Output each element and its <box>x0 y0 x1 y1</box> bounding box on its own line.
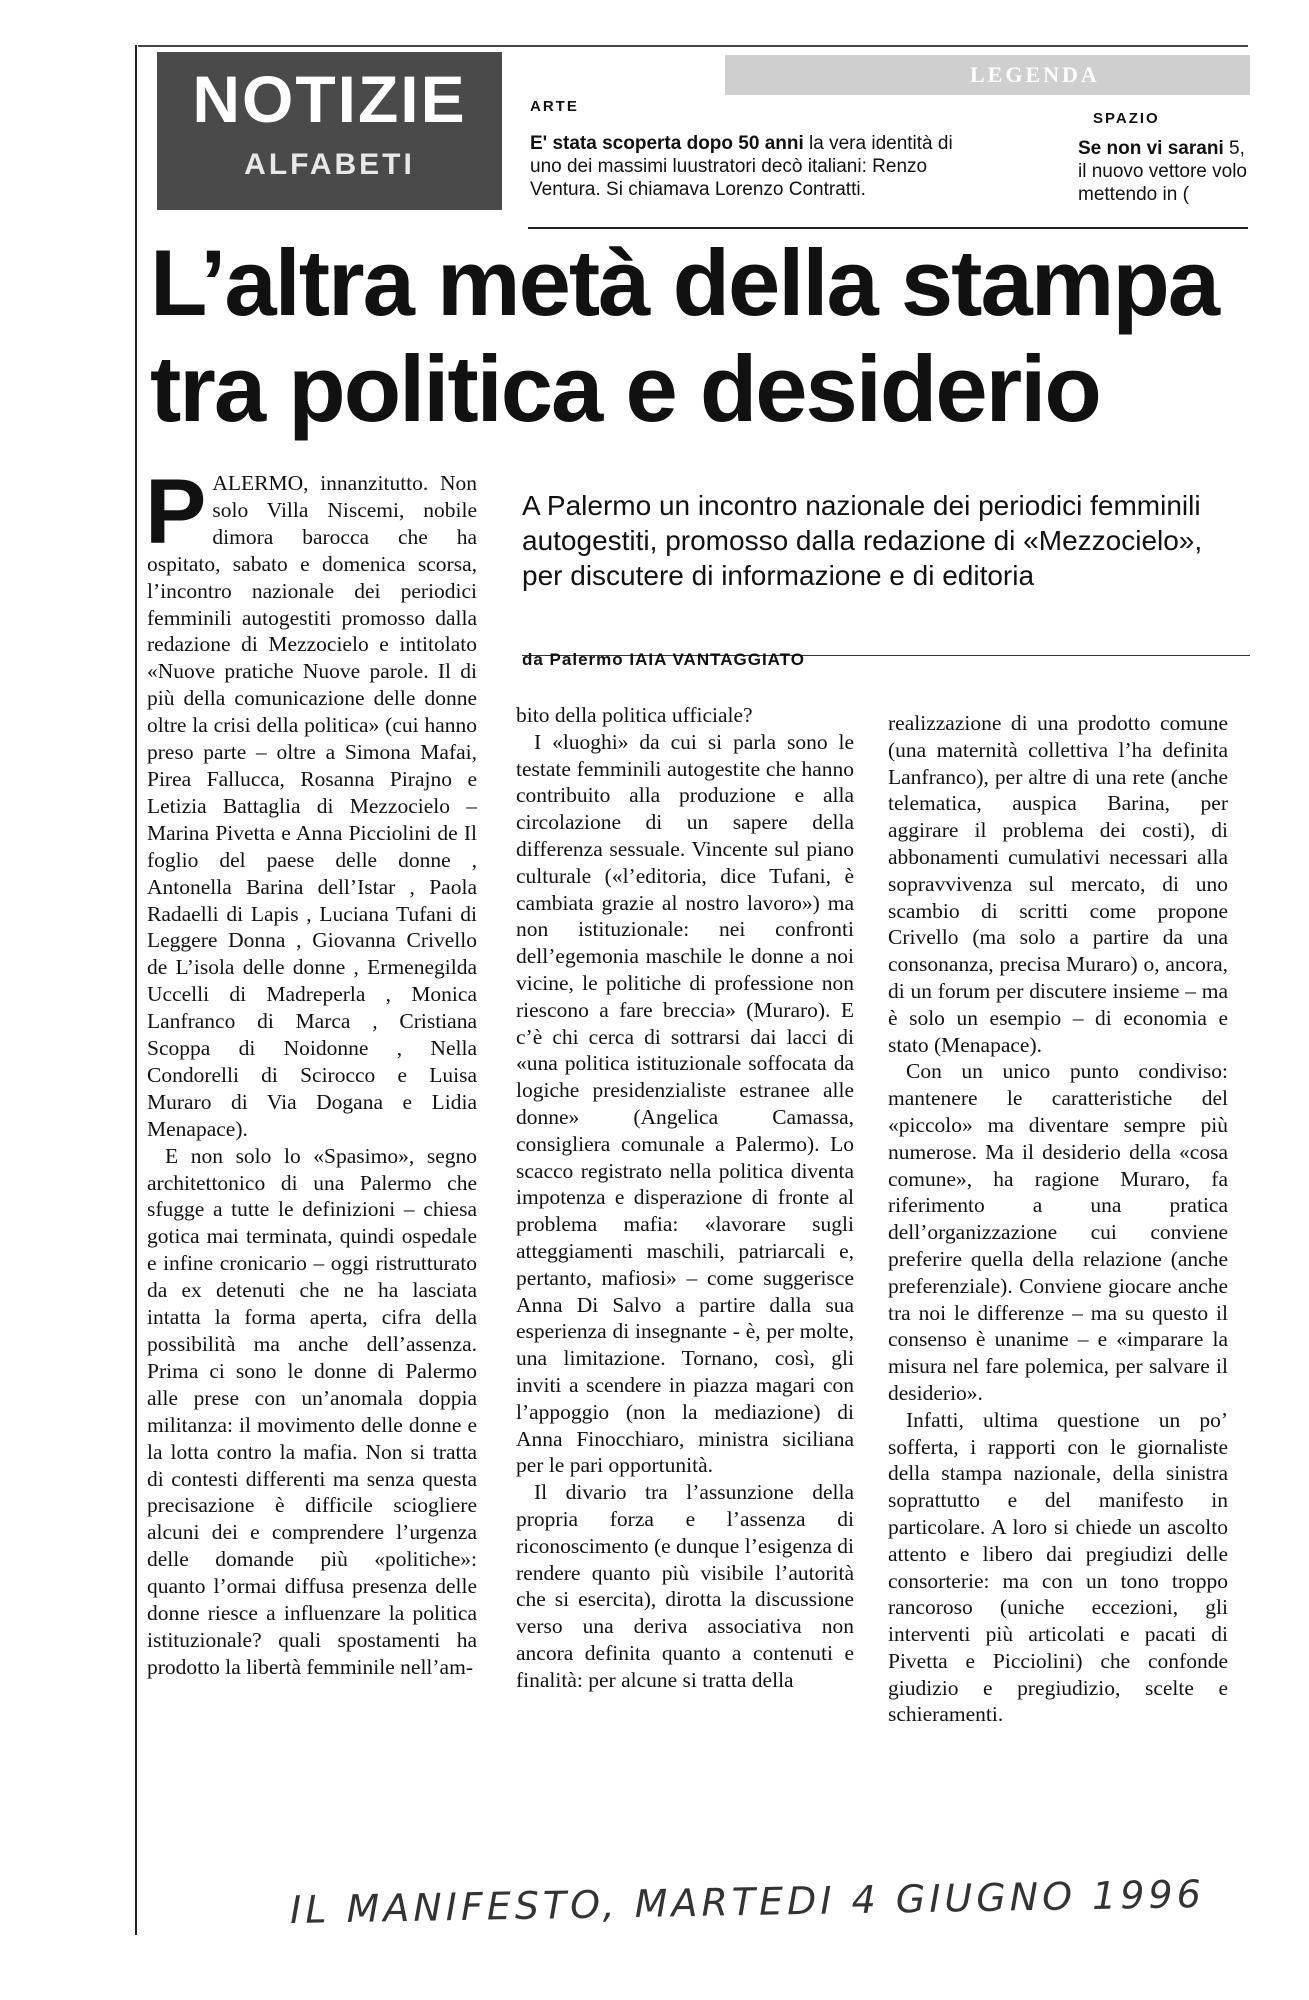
column-1-paragraph-2: E non solo lo «Spasimo», segno architettonico di una Palermo che sfugge a tutte le definizioni – chiesa gotica mai terminata, quindi ospedale e infine cronicario – oggi ristrutturato da ex detenuti che ne ha lasciata intatta la forma aperta, cifra della possibilità ma anche dell’assenza. Prima ci sono le donne di Palermo alle prese con un’anomala doppia militanza: il movimento delle donne e la lotta contro la mafia. Non si tratta di contesti differenti ma senza questa precisazione è difficile sciogliere alcuni dei e comprendere l’urgenza delle domande più «politiche»: quanto l’ormai diffusa presenza delle donne riesce a influenzare la politica istituzionale? quali spostamenti ha prodotto la libertà femminile nell’am- <box>147 1143 477 1679</box>
brief-spazio <box>1078 137 1250 206</box>
headline-line-2: tra politica e desiderio <box>150 336 1100 441</box>
logo-main-text: NOTIZIE <box>192 62 467 136</box>
article-standfirst: A Palermo un incontro nazionale dei periodici femminili autogestiti, promosso dalla redazione di «Mezzocielo», per discutere di informazione e di editoria <box>522 490 1203 591</box>
brief-spazio-text: 5, il nuovo vettore volo mettendo in ( <box>1078 138 1247 205</box>
article-headline <box>150 230 1250 442</box>
brief-arte-lead: E' stata scoperta dopo 50 anni <box>530 133 804 154</box>
logo-sub-text: ALFABETI <box>244 148 415 181</box>
page-border-left <box>135 45 137 1935</box>
column-3-paragraph-1: realizzazione di una prodotto comune (una maternità collettiva l’ha definita Lanfranco), per altre di una rete (anche telematica, auspica Barina, per aggirare il problema dei costi), di abbonamenti cumulativi necessari alla sopravvivenza sul mercato, di uno scambio di scritti come propone Crivello (ma solo a partire da una consonanza, precisa Muraro) o, ancora, di un forum per discutere insieme – ma è solo un esempio – di economia e stato (Menapace). <box>888 711 1228 1057</box>
headline-line-1: L’altra metà della stampa <box>150 230 1219 335</box>
article-column-3 <box>888 710 1228 1728</box>
article-column-2 <box>516 702 854 1693</box>
article-byline: da Palermo IAIA VANTAGGIATO <box>522 650 805 669</box>
header-rule <box>528 227 1248 229</box>
column-2-paragraph-1: bito della politica ufficiale? <box>516 703 753 727</box>
legend-label: LEGENDA <box>970 62 1100 87</box>
brief-arte-text: la vera identità di uno dei massimi luustratori decò italiani: Renzo Ventura. Si chiamava Lorenzo Contratti. <box>530 133 953 200</box>
brief-arte-tag: ARTE <box>530 98 579 115</box>
article-column-1 <box>145 461 477 1681</box>
brief-spazio-lead: Se non vi sarani <box>1078 138 1224 159</box>
brief-spazio-tag: SPAZIO <box>1093 110 1160 127</box>
column-1-paragraph-1: ALERMO, innanzitutto. Non solo Villa Niscemi, nobile dimora barocca che ha ospitato, sabato e domenica scorsa, l’incontro nazionale dei periodici femminili autogestiti promosso dalla redazione di Mezzocielo e intitolato «Nuove pratiche Nuove parole. Il di più della comunicazione delle donne oltre la crisi della politica» (cui hanno preso parte – oltre a Simona Mafai, Pirea Fallucca, Rosanna Pirajno e Letizia Battaglia di Mezzocielo – Marina Pivetta e Anna Picciolini de Il foglio del paese delle donne , Antonella Barina dell’Istar , Paola Radaelli di Lapis , Luciana Tufani di Leggere Donna , Giovanna Crivello de L’isola delle donne , Ermenegilda Uccelli di Madreperla , Monica Lanfranco di Marca , Cristiana Scoppa di Noidonne , Nella Condorelli di Scirocco e Luisa Muraro di Via Dogana e Lidia Menapace). <box>147 471 477 1141</box>
section-logo <box>157 52 502 210</box>
handwritten-source-note: IL MANIFESTO, MARTEDI 4 GIUGNO 1996 <box>289 1872 1206 1932</box>
column-3-paragraph-3: Infatti, ultima questione un po’ sofferta, i rapporti con le giornaliste della stampa nazionale, della sinistra soprattutto e del manifesto in particolare. A loro si chiede un ascolto attento e libero dai pregiudizi delle consorterie: ma con un tono troppo rancoroso (uniche eccezioni, gli interventi più articolati e pacati di Pivetta e Picciolini) che confonde giudizio e pregiudizio, scelte e schieramenti. <box>888 1407 1228 1727</box>
column-3-paragraph-2: Con un unico punto condiviso: mantenere le caratteristiche del «piccolo» ma diventare sempre più numerose. Ma il desiderio della «cosa comune», ha ragione Muraro, fa riferimento a una pratica dell’organizzazione cui conviene preferire quella della relazione (anche preferenziale). Conviene giocare anche tra noi le differenze – ma su questo il consenso è unanime – e «imparare la misura nel fare polemica, per salvare il desiderio». <box>888 1059 1228 1405</box>
column-2-paragraph-3: Il divario tra l’assunzione della propria forza e l’assenza di riconoscimento (e dunque l’esigenza di rendere quanto più visibile l’autorità che si esercita), dirotta la discussione verso una deriva associativa non ancora definita quanto a contenuti e finalità: per alcune si tratta della <box>516 1480 854 1692</box>
column-2-paragraph-2: I «luoghi» da cui si parla sono le testate femminili autogestite che hanno contribuito alla produzione e alla circolazione di un sapere della differenza sessuale. Vincente sul piano culturale («l’editoria, dice Tufani, è cambiata grazie al nostro lavoro») ma non istituzionale: nei confronti dell’egemonia maschile le donne a noi vicine, le politiche di professione non riescono a fare breccia» (Muraro). E c’è chi cerca di sottrarsi dai lacci di «una politica istituzionale soffocata da logiche presidenzialiste estranee alle donne» (Angelica Camassa, consigliera comunale a Palermo). Lo scacco registrato nella politica diventa impotenza e disperazione di fronte al problema mafia: «lavorare sugli atteggiamenti maschili, patriarcali e, pertanto, mafiosi» – come suggerisce Anna Di Salvo a partire dalla sua esperienza di insegnante - è, per molte, una limitazione. Tornano, così, gli inviti a scendere in piazza magari con l’appoggio (non la mediazione) di Anna Finocchiaro, ministra siciliana per le pari opportunità. <box>516 729 854 1478</box>
drop-cap: P <box>145 461 207 563</box>
brief-arte <box>530 132 970 201</box>
page-border-top <box>138 45 1248 47</box>
